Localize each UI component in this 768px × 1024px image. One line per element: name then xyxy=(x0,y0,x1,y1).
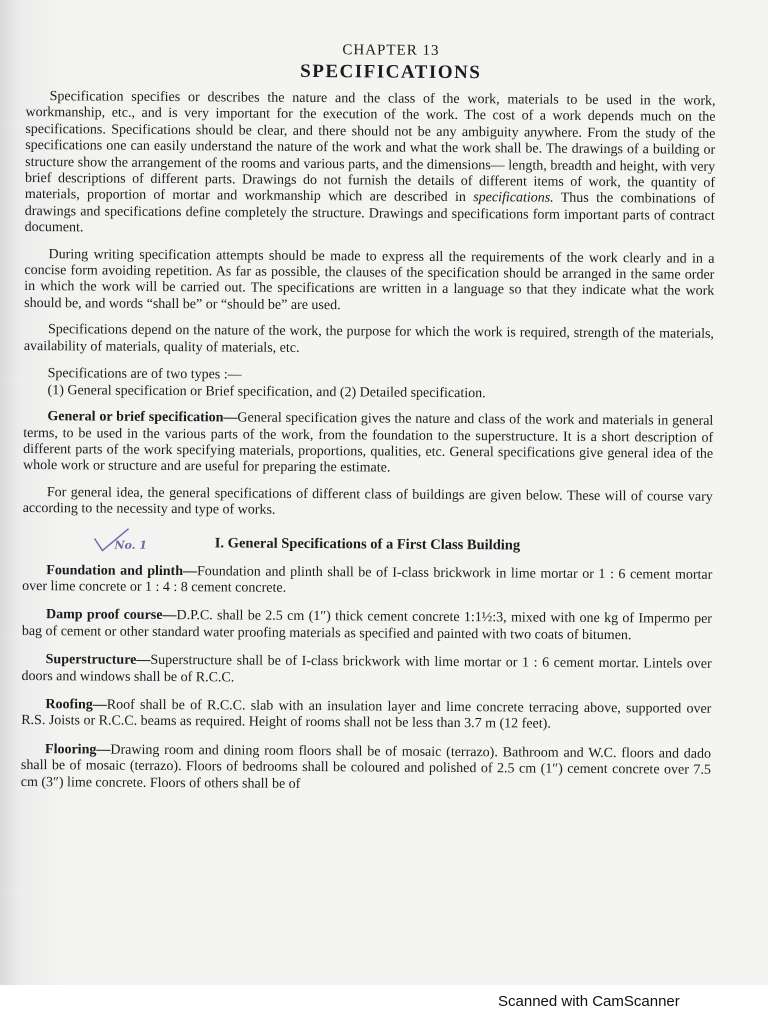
item-superstructure-head: Superstructure— xyxy=(45,652,151,669)
item-foundation-head: Foundation and plinth— xyxy=(46,562,198,579)
paragraph-general xyxy=(23,409,713,479)
paragraph-type-list: (1) General specification or Brief specification, and (2) Detailed specification. xyxy=(47,383,486,402)
section-heading-text: I. General Specifications of a First Class Building xyxy=(214,534,521,553)
item-flooring xyxy=(21,742,711,796)
italic-specifications: specifications. xyxy=(473,190,554,207)
item-roofing-head: Roofing— xyxy=(45,697,107,713)
item-flooring-text: Drawing room and dining room floors shall be of mosaic (terrazo). Bathroom and W.C. floors and dado shall be of mosaic (terrazo). Floors of bedrooms shall be coloured and polished of 2.5 cm (1″) cement concrete over 7.5 cm (3″) lime concrete. Floors of others shall be of xyxy=(20,742,712,792)
chapter-number: CHAPTER 13 xyxy=(342,42,440,59)
scanner-watermark: Scanned with CamScanner xyxy=(498,993,680,1010)
document-body xyxy=(21,40,716,808)
paragraph-writing: During writing specification attempts should be made to express all the requirements of the work clearly and in a concise form avoiding repetition. As far as possible, the clauses of the specification should be arranged in the same order in which the work will be carried out. The specifications are written in a language so that they indicate what the work should be, and words “shall be” or “should be” are used. xyxy=(24,246,715,314)
item-flooring-head: Flooring— xyxy=(44,741,111,758)
paragraph-types: Specifications are of two types :— xyxy=(47,366,242,383)
paragraph-intro xyxy=(25,89,716,241)
paragraph-intro-text: Specification specifies or describes the nature and the class of the work, materials to be used in the work, workmanship, etc., and is very important for the execution of the work. The cost of a work depends much on the specifications. Specifications should be clear, and there should not be any ambiguity anywhere. From the study of the specifications one can easily understand the nature of the work and what the work shall be. The drawings of a building or structure show the arrangement of the rooms and various parts, and the dimensions— length, breadth and height, with very brief descriptions of different parts. Drawings do not furnish the details of different items of work, the quantity of materials, proportion of mortar and workmanship which are described in xyxy=(24,89,716,206)
item-superstructure xyxy=(21,652,711,690)
chapter-title: SPECIFICATIONS xyxy=(300,60,482,84)
item-damp-proof-text: D.P.C. shall be 2.5 cm (1″) thick cement concrete 1:1½:3, mixed with one kg of Impermo per bag of cement or other standard water proofing materials as specified and painted with two coats of bitumen. xyxy=(21,608,713,643)
section-heading xyxy=(22,534,712,556)
item-roofing xyxy=(21,697,711,735)
item-roofing-text: Roof shall be of R.C.C. slab with an insulation layer and lime concrete terracing above, supported over R.S. Joists or R.C.C. beams as required. Height of rooms shall not be less than 3.7 m (12 feet). xyxy=(21,697,712,733)
paragraph-general-idea: For general idea, the general specifications of different class of buildings are given below. These will of course vary according to the necessity and type of works. xyxy=(22,484,713,518)
general-spec-text: General specification gives the nature and class of the work and materials in general terms, to be used in the various parts of the work, from the foundation to the superstructure. It is a short description of different parts of the work specifying materials, proportions, qualities, etc. General specifications give general idea of the whole work or structure and are useful for preparing the estimate. xyxy=(22,410,714,476)
item-damp-proof xyxy=(22,607,712,645)
item-foundation xyxy=(22,563,712,601)
paragraph-intro-end: Thus the combinations of drawings and specifications define completely the structure. Drawings and specifications form important parts of contract document. xyxy=(24,191,715,236)
item-damp-proof-head: Damp proof course— xyxy=(45,607,177,624)
paragraph-depend: Specifications depend on the nature of the work, the purpose for which the work is required, strength of the materials, availability of materials, quality of materials, etc. xyxy=(23,322,715,356)
margin-note: No. 1 xyxy=(114,538,148,552)
item-superstructure-text: Superstructure shall be of I-class brickwork with lime mortar or 1 : 6 cement mortar. Lintels over doors and windows shall be of R.C.C. xyxy=(21,653,712,686)
general-spec-heading: General or brief specification— xyxy=(47,409,238,426)
item-foundation-text: Foundation and plinth shall be of I-class brickwork in lime mortar or 1 : 6 cement mortar over lime concrete or 1 : 4 : 8 cement concrete. xyxy=(22,563,713,596)
handwritten-tick-mark xyxy=(88,524,148,554)
